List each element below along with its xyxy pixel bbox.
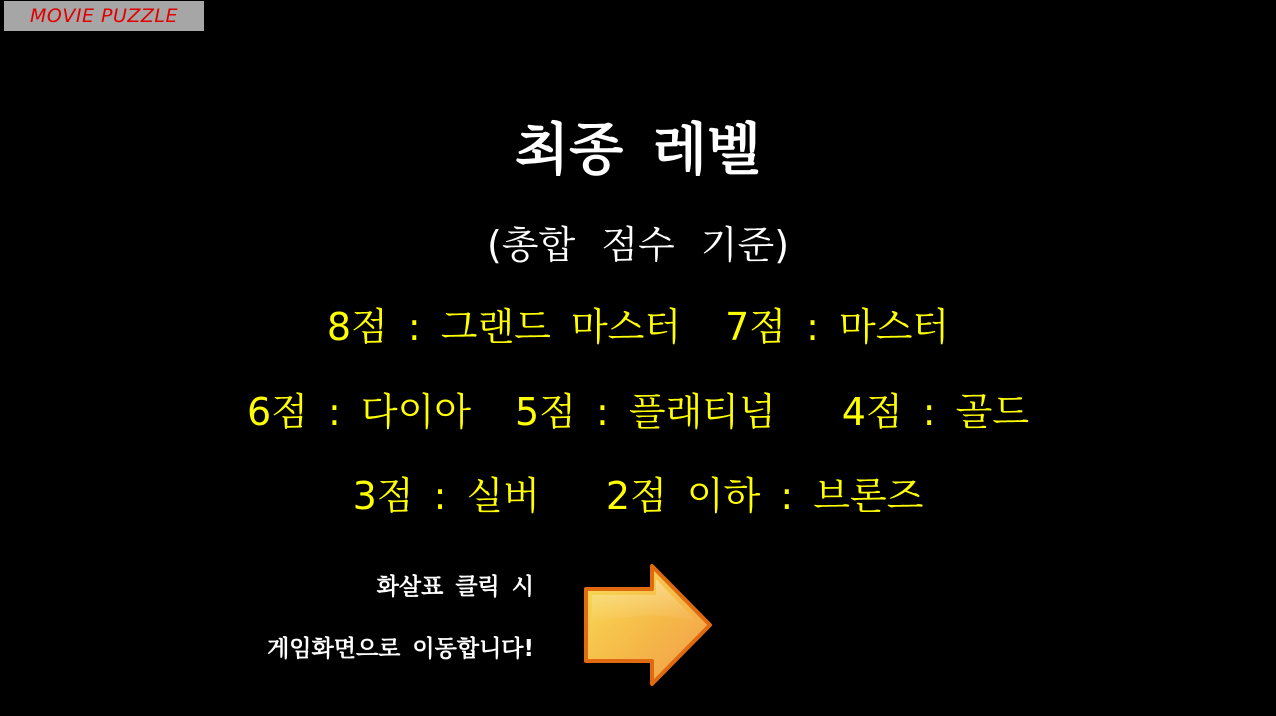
rank-score: 7점: [725, 305, 786, 349]
rank-row-1: [0, 296, 1276, 351]
rank-name: 브론즈: [813, 474, 924, 518]
rank-separator: :: [595, 390, 609, 434]
rank-separator: :: [407, 305, 421, 349]
rank-score: 8점: [326, 305, 388, 349]
rank-score: 2점 이하: [605, 474, 761, 518]
rank-name: 실버: [466, 474, 540, 518]
rank-name: 플래티넘: [628, 390, 776, 434]
rank-separator: :: [327, 390, 341, 434]
rank-name: 그랜드 마스터: [440, 305, 682, 349]
rank-name: 골드: [955, 390, 1030, 434]
next-arrow-button[interactable]: [582, 563, 714, 687]
rank-separator: :: [433, 474, 447, 518]
page-title: 최종 레벨: [515, 118, 761, 183]
right-arrow-icon: [582, 563, 714, 687]
hint-line-1: 화살표 클릭 시: [376, 574, 534, 600]
rank-row-3: [0, 465, 1276, 520]
app-title-badge: [4, 1, 204, 31]
rank-score: 5점: [514, 390, 576, 434]
rank-score: 3점: [352, 474, 414, 518]
rank-name: 다이아: [360, 390, 471, 434]
rank-separator: :: [806, 305, 819, 349]
rank-separator: :: [780, 474, 794, 518]
rank-row-2: [0, 381, 1276, 436]
page-subtitle: (총합 점수 기준): [486, 223, 790, 267]
rank-name: 마스터: [838, 305, 950, 349]
rank-separator: :: [922, 390, 936, 434]
hint-line-2: 게임화면으로 이동합니다!: [267, 636, 534, 662]
rank-score: 4점: [841, 390, 903, 434]
app-title: MOVIE PUZZLE: [30, 5, 178, 27]
rank-score: 6점: [246, 390, 308, 434]
